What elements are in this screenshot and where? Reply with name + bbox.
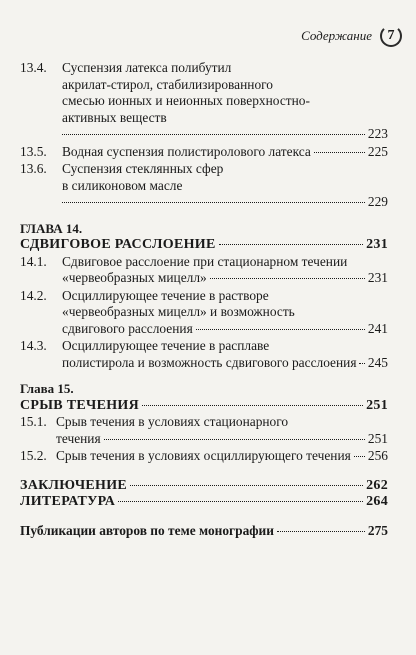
leader-dots — [142, 405, 363, 406]
toc-entry-page: 223 — [367, 126, 388, 141]
chapter-title-row[interactable] — [20, 237, 388, 254]
toc-entry-number: 13.4. — [20, 60, 47, 75]
toc-entry-line: полистирола и возможность сдвигового расслоения — [62, 354, 357, 370]
toc-entry-line: сдвигового расслоения — [62, 320, 193, 336]
table-of-contents — [20, 60, 388, 539]
toc-entry-number: 14.3. — [20, 338, 47, 353]
leader-dots — [354, 456, 365, 457]
toc-entry-15-1[interactable] — [20, 414, 388, 447]
chapter-page: 231 — [366, 237, 388, 252]
leader-dots — [314, 152, 365, 153]
toc-entry-line: Сдвиговое расслоение при стационарном течении — [62, 253, 348, 269]
publications-title: Публикации авторов по теме монографии — [20, 522, 274, 538]
leader-dots — [196, 329, 365, 330]
page-number-badge: 7 — [380, 25, 402, 47]
chapter-15 — [20, 381, 388, 414]
toc-entry-line: смесью ионных и неионных поверхностно- — [62, 93, 310, 108]
page-header — [301, 24, 402, 48]
toc-entry-page: 225 — [367, 143, 388, 159]
chapter-title: СДВИГОВОЕ РАССЛОЕНИЕ — [20, 237, 216, 252]
toc-publications[interactable] — [20, 523, 388, 540]
toc-entry-page: 251 — [367, 430, 388, 446]
toc-entry-line: Срыв течения в условиях стационарного — [56, 414, 289, 429]
publications-page: 275 — [367, 522, 388, 538]
toc-entry-page: 229 — [367, 194, 388, 209]
toc-entry-line: Суспензия стеклянных сфер — [62, 161, 224, 176]
conclusion-title: ЗАКЛЮЧЕНИЕ — [20, 477, 128, 493]
toc-entry-line: «червеобразных мицелл» и возможность — [62, 304, 295, 319]
chapter-title: СРЫВ ТЕЧЕНИЯ — [20, 397, 140, 413]
literature-title: ЛИТЕРАТУРА — [20, 494, 116, 509]
chapter-label: ГЛАВА 14. — [20, 220, 83, 236]
toc-entry-line: акрилат-стирол, стабилизированного — [62, 76, 273, 92]
toc-entry-number: 15.2. — [20, 448, 47, 463]
toc-entry-number: 15.1. — [20, 414, 47, 429]
toc-entry-line: течения — [56, 430, 101, 446]
running-head: Содержание — [301, 28, 372, 43]
toc-entry-line: Осциллирующее течение в расплаве — [62, 338, 270, 353]
chapter-title-row[interactable] — [20, 398, 388, 415]
leader-dots — [277, 531, 365, 532]
toc-entry-number: 13.6. — [20, 161, 47, 176]
leader-dots — [219, 244, 363, 245]
toc-conclusion[interactable] — [20, 478, 388, 495]
toc-entry-14-1[interactable] — [20, 254, 388, 287]
toc-entry-line: активных веществ — [62, 109, 167, 125]
chapter-14 — [20, 221, 388, 254]
literature-page: 264 — [366, 494, 388, 509]
toc-entry-line: «червеобразных мицелл» — [62, 270, 207, 285]
chapter-label: Глава 15. — [20, 381, 74, 396]
toc-entry-page: 245 — [367, 354, 388, 370]
toc-entry-line: Осциллирующее течение в растворе — [62, 287, 269, 303]
toc-entry-14-3[interactable] — [20, 338, 388, 371]
chapter-page: 251 — [366, 397, 388, 413]
toc-entry-number: 14.1. — [20, 253, 47, 269]
toc-entry-line: Срыв течения в условиях осциллирующего течения — [56, 448, 351, 463]
conclusion-page: 262 — [366, 477, 388, 493]
leader-dots — [130, 485, 363, 486]
toc-entry-14-2[interactable] — [20, 288, 388, 338]
toc-entry-page: 241 — [367, 320, 388, 336]
toc-entry-number: 14.2. — [20, 287, 47, 303]
toc-literature[interactable] — [20, 494, 388, 511]
toc-entry-number: 13.5. — [20, 143, 47, 159]
leader-dots — [62, 202, 365, 203]
toc-entry-line: Водная суспензия полистиролового латекса — [62, 143, 311, 159]
leader-dots — [104, 439, 365, 440]
toc-entry-page: 256 — [367, 448, 388, 463]
toc-entry-13-6[interactable] — [20, 161, 388, 211]
toc-entry-13-5[interactable] — [20, 144, 388, 161]
toc-entry-line: в силиконовом масле — [62, 177, 183, 193]
leader-dots — [210, 278, 365, 279]
toc-entry-page: 231 — [367, 270, 388, 285]
leader-dots — [62, 134, 365, 135]
leader-dots — [359, 363, 364, 364]
leader-dots — [118, 501, 363, 502]
toc-entry-line: Суспензия латекса полибутил — [62, 60, 232, 75]
toc-entry-13-4[interactable] — [20, 60, 388, 143]
toc-entry-15-2[interactable] — [20, 448, 388, 465]
